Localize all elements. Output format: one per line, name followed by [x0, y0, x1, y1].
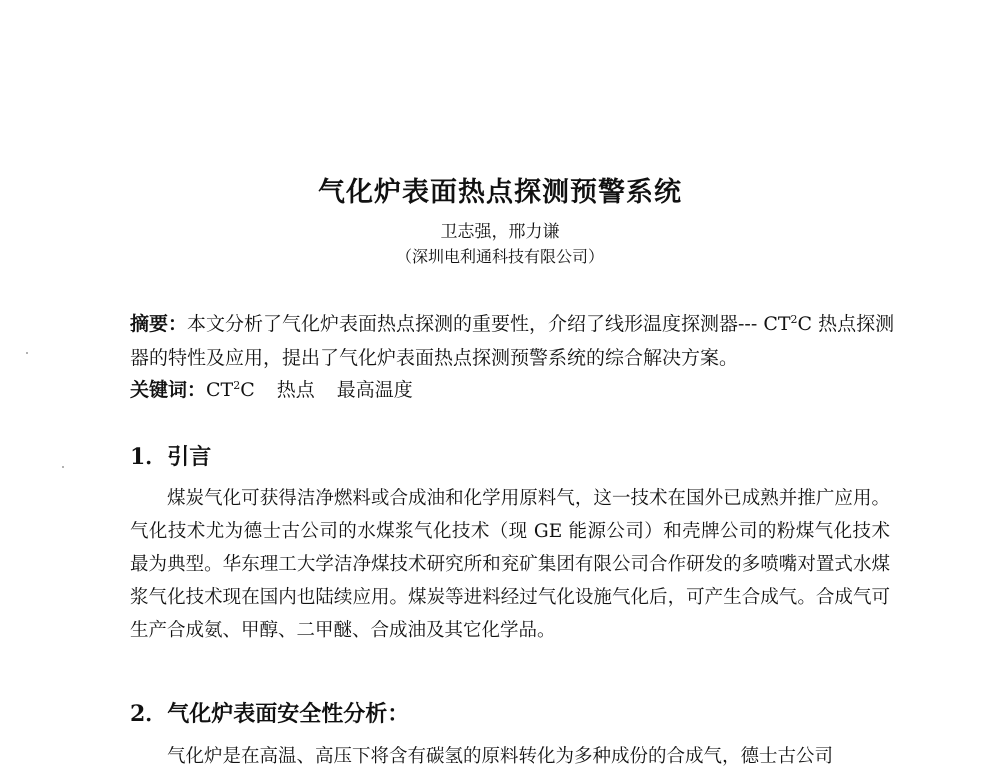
- paper-title: 气化炉表面热点探测预警系统: [318, 177, 682, 208]
- abstract-text-before: 本文分析了气化炉表面热点探测的重要性，介绍了线形温度探测器--- CT: [187, 313, 791, 335]
- keyword-ct2c-after: C: [240, 379, 255, 401]
- paper-authors: 卫志强，邢力谦: [440, 222, 560, 242]
- keyword-ct2c-sup: 2: [233, 379, 241, 392]
- section-paragraph-introduction: 煤炭气化可获得洁净燃料或合成油和化学用原料气，这一技术在国外已成熟并推广应用。气化技术尤为德士古公司的水煤浆气化技术（现 GE 能源公司）和壳牌公司的粉煤气化技术最为典型。华东理工大学洁净煤技术研究所和兖矿集团有限公司合作研发的多喷嘴对置式水煤浆气化技术现在国内也陆续应用。煤炭等进料经过气化设施气化后，可产生合成气。合成气可生产合成氨、甲醇、二甲醚、合成油及其它化学品。: [130, 488, 890, 641]
- section-heading-safety-analysis: 2．气化炉表面安全性分析：: [130, 701, 410, 727]
- abstract-text-after: C 热点探测器的特性及应用，提出了气化炉表面热点探测预警系统的综合解决方案。: [130, 313, 895, 369]
- abstract-label: 摘要：: [130, 313, 188, 335]
- keywords: [130, 371, 895, 405]
- abstract-superscript: 2: [790, 313, 798, 326]
- keyword-ct2c-before: CT: [206, 379, 234, 401]
- scan-speck: [26, 352, 28, 354]
- paper-affiliation: （深圳电利通科技有限公司）: [395, 247, 604, 266]
- keyword-hotspot: 热点: [276, 379, 315, 401]
- keyword-ct2c: [206, 379, 255, 401]
- keyword-max-temperature: 最高温度: [336, 379, 413, 401]
- keywords-label: 关键词：: [130, 379, 207, 401]
- section-paragraph-safety-analysis: 气化炉是在高温、高压下将含有碳氢的原料转化为多种成份的合成气，德士古公司: [167, 746, 834, 767]
- scan-speck: [62, 466, 64, 468]
- abstract: [130, 303, 895, 375]
- section-heading-introduction: 1．引言: [130, 444, 212, 470]
